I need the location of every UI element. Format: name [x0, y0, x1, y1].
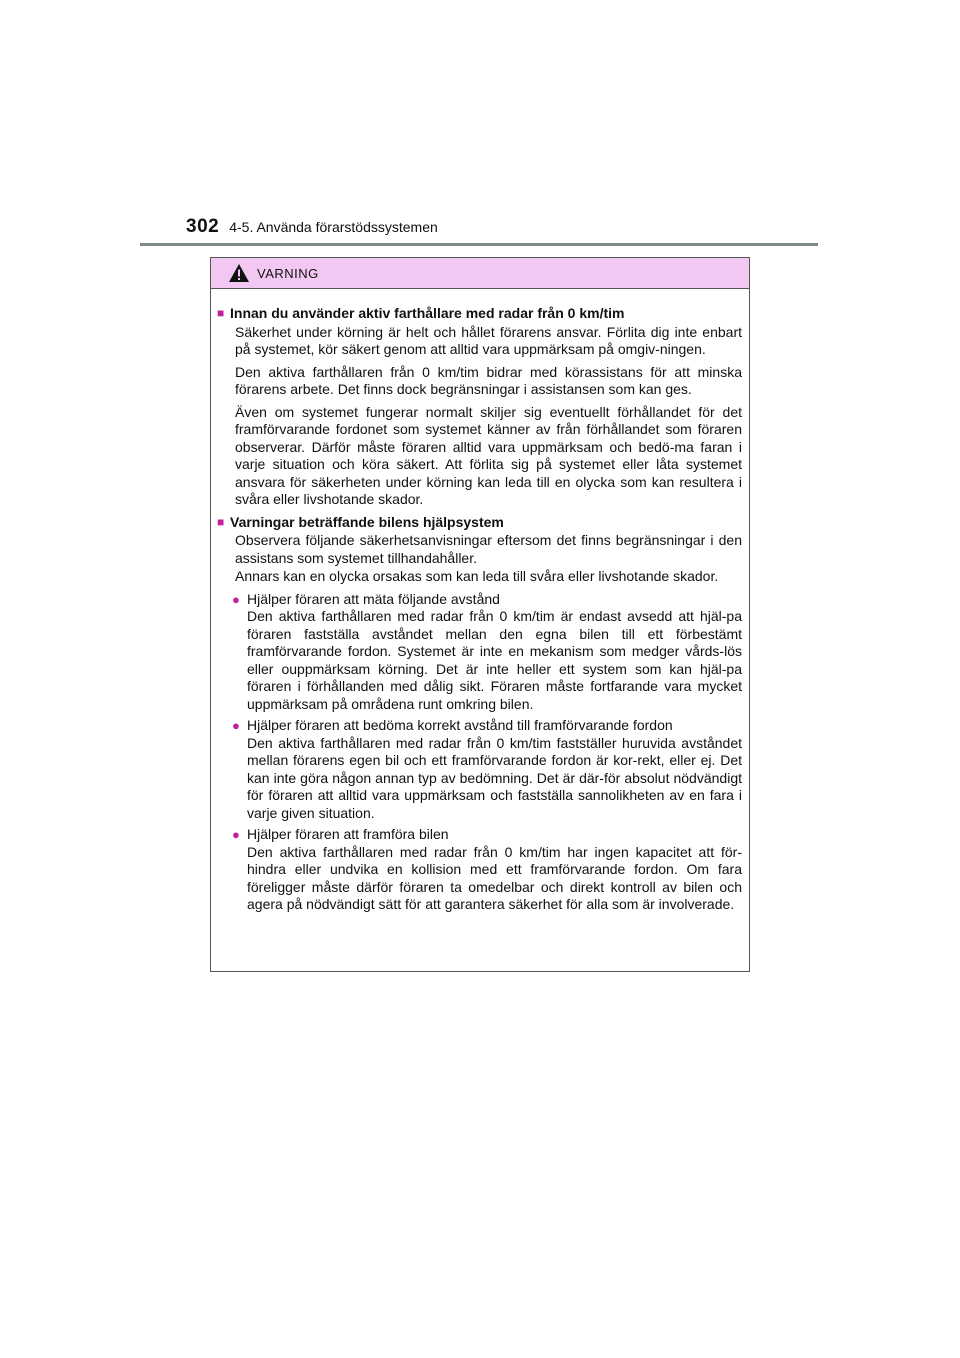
- warning-label: VARNING: [257, 265, 319, 281]
- warning-triangle-icon: [228, 263, 250, 283]
- bullet-title: Hjälper föraren att mäta följande avstånd: [247, 590, 500, 607]
- round-bullet-icon: ●: [232, 591, 240, 607]
- section-heading: [217, 514, 742, 532]
- bullet-title: Hjälper föraren att framföra bilen: [247, 826, 449, 842]
- list-item: [232, 717, 742, 822]
- page-number: 302: [186, 216, 220, 237]
- square-bullet-icon: ■: [217, 306, 225, 320]
- bullet-body: Den aktiva farthållaren med radar från 0 km/tim fastställer huruvida avståndet mellan förarens egen bil och ett framförvarande fordon är kor-rekt, eller ej. Det kan inte göra någon annan typ av bedömning. Det är där-för absolut nödvändigt för föraren att alltid vara uppmärksam och fastställa sannolikheten av en fara i varje given situation.: [247, 734, 742, 821]
- heading-text: Varningar beträffande bilens hjälpsystem: [230, 513, 504, 530]
- section-title: 4-5. Använda förarstödssystemen: [229, 219, 438, 235]
- warning-header: [211, 258, 749, 289]
- warning-box: [210, 257, 750, 972]
- heading-text: Innan du använder aktiv farthållare med radar från 0 km/tim: [230, 305, 625, 321]
- paragraph: Den aktiva farthållaren från 0 km/tim bidrar med körassistans för att minska förarens arbete. Det finns dock begränsningar i assistansen som kan ges.: [235, 363, 742, 397]
- list-item: [232, 591, 742, 714]
- bullet-body: Den aktiva farthållaren med radar från 0 km/tim har ingen kapacitet att för-hindra eller undvika en kollision med ett framförvarande fordon. Om fara föreligger måste därför föraren ta omedelbar och direkt kontroll av bilen och agera på nödvändigt sätt för att garantera säkerhet för alla som är involverade.: [247, 843, 742, 912]
- section-heading: [217, 305, 742, 323]
- header-rule: [140, 243, 818, 246]
- warning-content: [211, 289, 749, 914]
- paragraph: Även om systemet fungerar normalt skiljer sig eventuellt förhållandet för det framförvarande fordonet som systemet känner av från förhållandet som föraren observerar. Därför måste föraren alltid vara uppmärksam och bedö-ma faran i varje situation och köra säkert. Att förlita sig på systemet eller låta systemet ansvara för säkerheten under körning kan leda till en olycka som kan resultera i svåra eller livshotande skador.: [235, 403, 742, 507]
- paragraph: Annars kan en olycka orsakas som kan leda till svåra eller livshotande skador.: [235, 568, 719, 584]
- bullet-body: Den aktiva farthållaren med radar från 0 km/tim är endast avsedd att hjäl-pa föraren fastställa avståndet mellan den egna bilen till ett förbestämt framförvarande fordon. Systemet är inte en mekanism som medger vårds-lös eller ouppmärksam körning. Det är inte heller ett system som kan hjäl-pa föraren i förhållanden med dålig sikt. Föraren måste fortfarande vara mycket uppmärksam på områdena runt omkring bilen.: [247, 608, 742, 712]
- square-bullet-icon: ■: [217, 514, 225, 529]
- page-header: [186, 216, 438, 238]
- paragraph: Observera följande säkerhetsanvisningar eftersom det finns begränsningar i den assistans som systemet tillhandahåller.: [235, 532, 742, 566]
- bullet-title: Hjälper föraren att bedöma korrekt avstånd till framförvarande fordon: [247, 717, 673, 733]
- round-bullet-icon: ●: [232, 718, 240, 733]
- paragraph: Säkerhet under körning är helt och hållet förarens ansvar. Förlita dig inte enbart på systemet, kör säkert genom att alltid vara uppmärksam på omgiv-ningen.: [235, 323, 742, 357]
- round-bullet-icon: ●: [232, 827, 240, 842]
- list-item: [232, 826, 742, 914]
